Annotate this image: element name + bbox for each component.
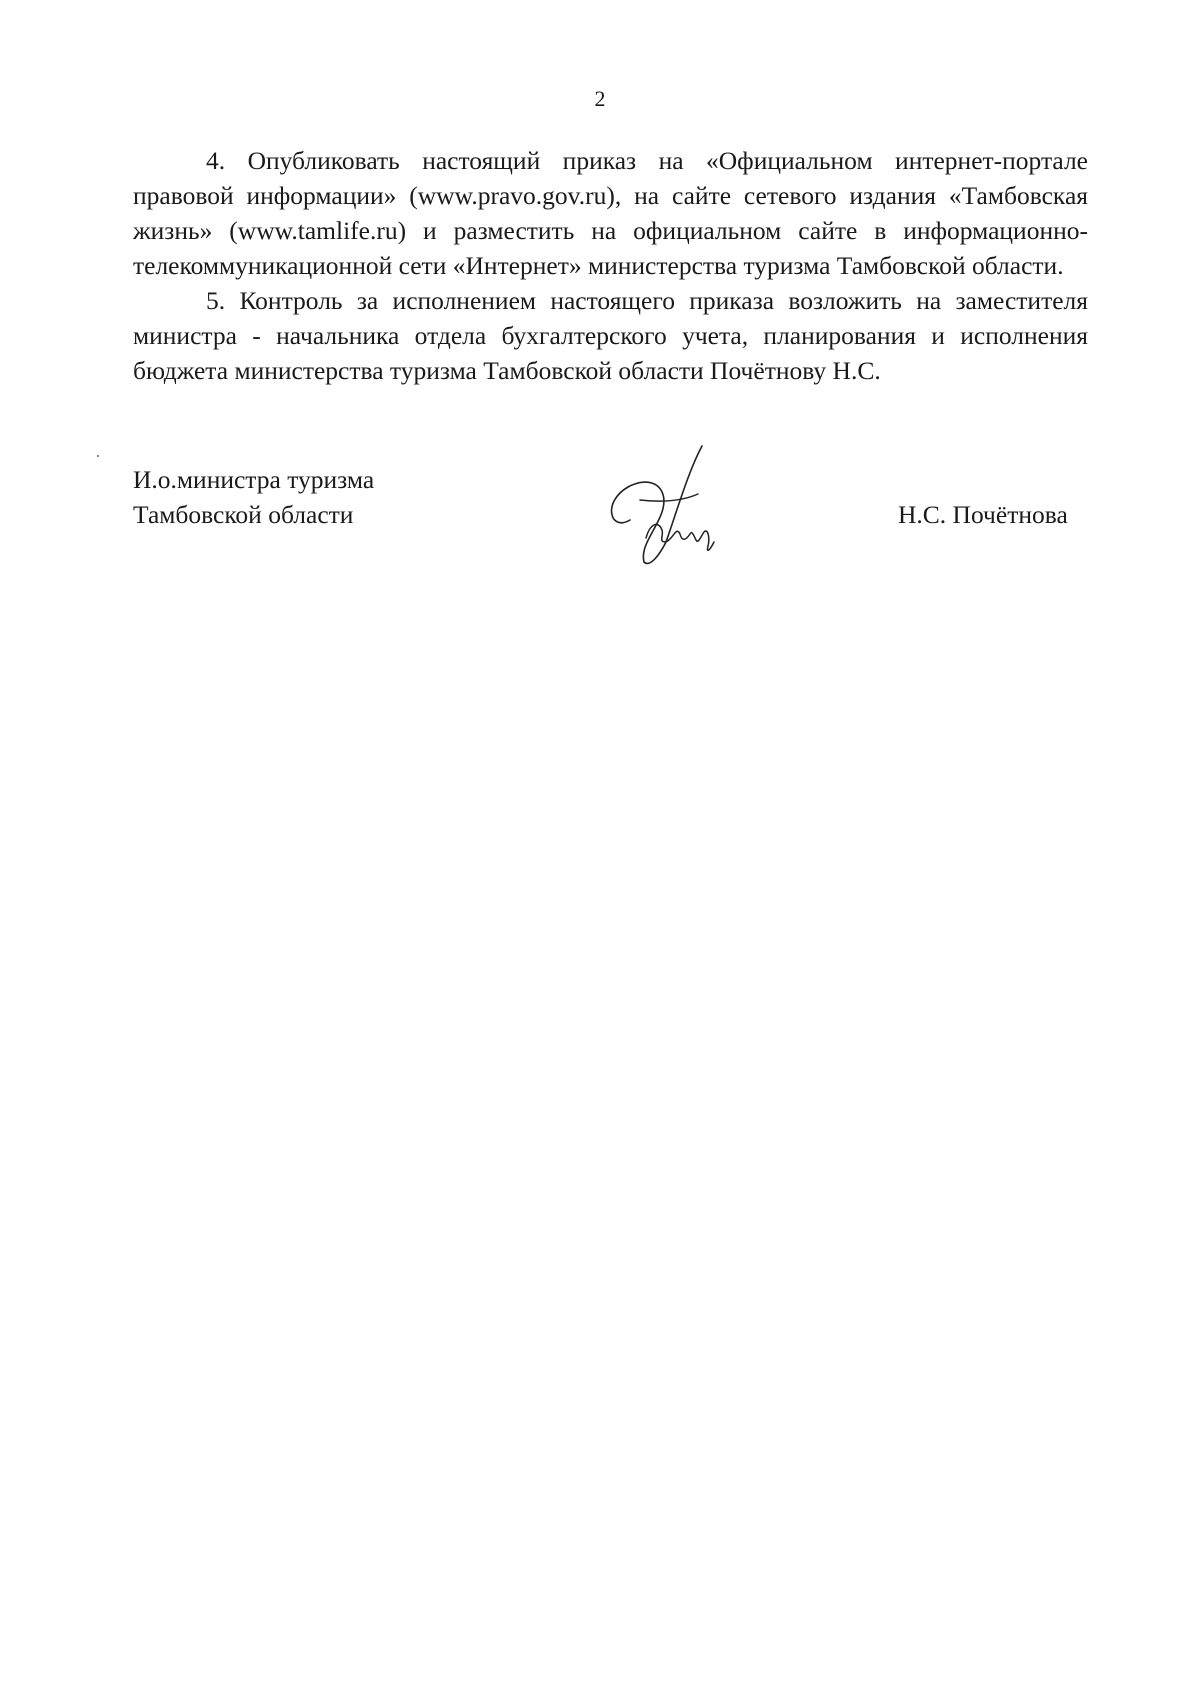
document-body bbox=[133, 143, 1088, 388]
handwritten-signature bbox=[600, 442, 750, 572]
signer-position-line-1: И.о.министра туризма bbox=[133, 465, 375, 494]
signer-name: Н.С. Почётнова bbox=[898, 500, 1068, 529]
signer-position bbox=[133, 462, 374, 532]
paragraph-4: 4. Опубликовать настоящий приказ на «Официальном интернет-портале правовой информации» (www.pravo.gov.ru), на сайте сетевого издания «Тамбовская жизнь» (www.tamlife.ru) и разместить на официальном сайте в информационно-телекоммуникационной сети «Интернет» министерства туризма Тамбовской области. bbox=[133, 146, 1088, 280]
page-number: 2 bbox=[594, 86, 606, 111]
signer-position-line-2: Тамбовской области bbox=[133, 500, 354, 529]
scan-artifact bbox=[97, 455, 99, 457]
paragraph-5: 5. Контроль за исполнением настоящего приказа возложить на заместителя министра - начальника отдела бухгалтерского учета, планирования и исполнения бюджета министерства туризма Тамбовской области Почётнову Н.С. bbox=[133, 286, 1088, 385]
